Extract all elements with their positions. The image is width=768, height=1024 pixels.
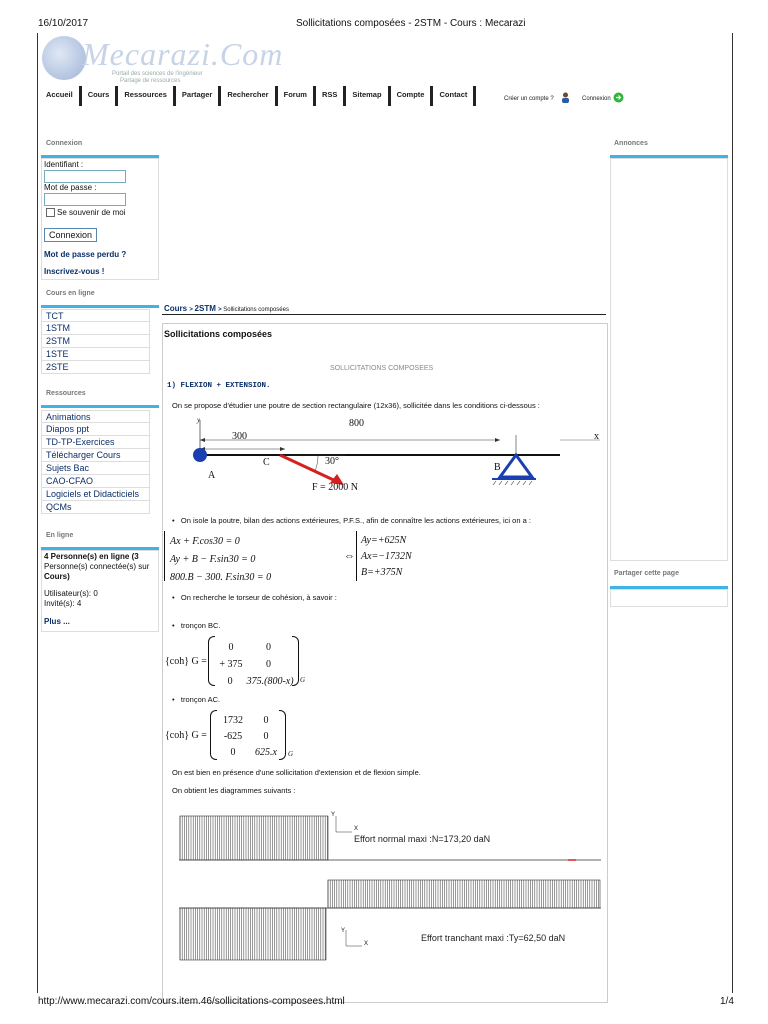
beam-dim-300: 300 (232, 431, 247, 442)
password-input[interactable] (44, 193, 126, 206)
eq-left-1: Ax + F.cos30 = 0 (170, 536, 240, 547)
bullet-1: • On isole la poutre, bilan des actions extérieures, P.F.S., afin de connaître les actions extérieures, ici on a : (172, 516, 531, 525)
diag2-x-label: X (364, 941, 369, 947)
resources-list (41, 410, 150, 514)
bullet-4-text: tronçon AC. (180, 695, 221, 704)
angle-arc (315, 455, 318, 471)
m2-cell: 625.x (255, 747, 277, 758)
online-line2: Personne(s) connectée(s) sur (44, 562, 150, 571)
ads-box (610, 158, 728, 561)
register-link[interactable]: Inscrivez-vous ! (44, 267, 105, 276)
beam-point-b: B (494, 462, 501, 473)
beam-axis-x: x (594, 431, 599, 442)
beam-point-c: C (263, 457, 270, 468)
nav-item-sitemap[interactable]: Sitemap (346, 86, 390, 106)
resource-item[interactable]: QCMs (41, 501, 150, 514)
support-a-pin (193, 448, 207, 462)
login-box-title: Connexion (46, 140, 83, 147)
bullet-3-text: tronçon BC. (180, 621, 221, 630)
logo-tagline (112, 71, 203, 85)
reaction-results (361, 533, 412, 581)
equilibrium-equations (170, 533, 271, 587)
nav-item-ressources[interactable]: Ressources (118, 86, 176, 106)
remember-label: Se souvenir de moi (57, 208, 126, 217)
eq-right-3: B=+375N (361, 567, 403, 578)
ads-title: Annonces (614, 140, 648, 147)
resource-item[interactable]: Diapos ppt (41, 423, 150, 436)
courses-list (41, 309, 150, 374)
section-flexion-extension[interactable]: 1) FLEXION + EXTENSION. (167, 382, 271, 390)
beam-point-a: A (208, 470, 216, 481)
login-icon[interactable] (613, 90, 624, 101)
resource-item[interactable]: TD-TP-Exercices (41, 436, 150, 449)
nav-item-partager[interactable]: Partager (176, 86, 221, 106)
identifiant-label: Identifiant : (44, 160, 84, 169)
nav-item-contact[interactable]: Contact (433, 86, 476, 106)
logo-tagline-1: Portail des sciences de l'ingénieur (112, 71, 203, 77)
article-title: Sollicitations composées (164, 329, 273, 339)
matrix-1-sub-g: G (300, 676, 306, 684)
breadcrumb: Cours > 2STM > Sollicitations composées (164, 304, 289, 313)
normal-force-label: Effort normal maxi :N=173,20 daN (354, 834, 491, 844)
matrix-2-brace-left (210, 710, 217, 760)
bullet-4: • tronçon AC. (172, 695, 221, 704)
online-line1: 4 Personne(s) en ligne ( (44, 552, 135, 561)
nav-item-accueil[interactable]: Accueil (40, 86, 82, 106)
bullet-3: • tronçon BC. (172, 621, 221, 630)
password-label: Mot de passe : (44, 183, 97, 192)
breadcrumb-current: Sollicitations composées (223, 307, 289, 313)
online-more-link[interactable]: Plus ... (44, 617, 70, 626)
breadcrumb-cours[interactable]: Cours (164, 304, 188, 313)
logo-tagline-2: Partage de ressources (120, 78, 181, 84)
m1-cell: 0 (266, 659, 271, 670)
conclusion-text: On est bien en présence d'une sollicitation d'extension et de flexion simple. (172, 768, 421, 777)
matrix-2-sub-g: G (288, 750, 294, 758)
support-b-hatch (493, 481, 532, 485)
eq-right-2: Ax=−1732N (361, 551, 412, 562)
login-button[interactable]: Connexion (44, 228, 97, 242)
matrix-1 (216, 639, 296, 690)
beam-angle: 30° (325, 456, 339, 467)
resource-item[interactable]: Télécharger Cours (41, 449, 150, 462)
login-link[interactable]: Connexion (582, 96, 611, 102)
frame-right (732, 33, 733, 993)
diag1-y-label: Y (331, 812, 336, 818)
share-title: Partager cette page (614, 570, 679, 577)
eq-left-2: Ay + B − F.sin30 = 0 (170, 554, 256, 565)
eq-right-1: Ay=+625N (361, 535, 407, 546)
matrix-1-brace-left (208, 636, 215, 686)
nav-item-rechercher[interactable]: Rechercher (221, 86, 277, 106)
eq-brace-right (356, 531, 360, 581)
courses-title: Cours en ligne (46, 290, 95, 297)
resource-item[interactable]: CAO-CFAO (41, 475, 150, 488)
nav-item-rss[interactable]: RSS (316, 86, 346, 106)
beam-diagram (180, 415, 610, 505)
m2-cell: -625 (223, 731, 243, 742)
m1-cell: 0 (227, 676, 233, 687)
shear-force-label: Effort tranchant maxi :Ty=62,50 daN (421, 933, 566, 943)
online-guests: Invité(s): 4 (44, 599, 82, 608)
online-line3: Cours) (44, 572, 70, 581)
resource-item[interactable]: Sujets Bac (41, 462, 150, 475)
print-date: 16/10/2017 (38, 18, 89, 29)
bullet-1-text: On isole la poutre, bilan des actions extérieures, P.F.S., afin de connaître les actions extérieures, ici on a : (180, 516, 531, 525)
print-title: Sollicitations composées - 2STM - Cours : Mecarazi (296, 18, 526, 29)
m1-cell: 0 (266, 642, 271, 653)
online-title: En ligne (46, 532, 74, 539)
diagrams-intro: On obtient les diagrammes suivants : (172, 786, 296, 795)
course-item-1stm[interactable]: 1STM (41, 322, 150, 335)
support-b-roller (500, 455, 532, 477)
article-heading: SOLLICITATIONS COMPOSEES (330, 365, 434, 372)
m1-cell: + 375 (219, 659, 243, 670)
m2-cell: 0 (263, 715, 269, 726)
eq-arrow: ⇔ (344, 550, 355, 562)
normal-force-hatch (180, 816, 328, 860)
bullet-2-text: On recherche le torseur de cohésion, à savoir : (180, 593, 337, 602)
breadcrumb-2stm[interactable]: 2STM (194, 304, 216, 313)
m1-cell: 375.(800-x) (246, 676, 294, 687)
course-item-2stm[interactable]: 2STM (41, 335, 150, 348)
lost-password-link[interactable]: Mot de passe perdu ? (44, 250, 127, 259)
logo-text[interactable]: Mecarazi.Com (82, 36, 284, 72)
create-account-link[interactable]: Créer un compte ? (504, 96, 554, 102)
main-nav (40, 86, 476, 110)
online-count: 3 (134, 552, 139, 561)
coh-label-ac: {coh} G = (165, 730, 207, 741)
matrix-2 (218, 713, 286, 761)
shear-force-hatch (180, 880, 600, 960)
resource-item[interactable]: Logiciels et Didacticiels (41, 488, 150, 501)
beam-axis-y: y (197, 416, 201, 424)
beam-dim-800: 800 (349, 418, 364, 429)
course-item-2ste[interactable]: 2STE (41, 361, 150, 374)
coh-label-bc: {coh} G = (165, 656, 207, 667)
m2-cell: 0 (263, 731, 269, 742)
intro-text: On se propose d'étudier une poutre de section rectangulaire (12x36), sollicitée dans les conditions ci-dessous : (172, 401, 540, 410)
m2-cell: 1732 (223, 715, 243, 726)
print-page-number: 1/4 (720, 996, 734, 1007)
online-users: Utilisateur(s): 0 (44, 589, 98, 598)
diag1-x-label: X (354, 826, 359, 832)
remember-checkbox[interactable] (46, 208, 55, 217)
m1-cell: 0 (228, 642, 234, 653)
resource-item[interactable]: Animations (41, 410, 150, 423)
nav-item-compte[interactable]: Compte (391, 86, 434, 106)
course-item-1ste[interactable]: 1STE (41, 348, 150, 361)
share-box (610, 589, 728, 607)
courses-bar (41, 305, 159, 308)
logo-globe-icon[interactable] (42, 36, 86, 80)
m2-cell: 0 (230, 747, 236, 758)
eq-brace-left (164, 531, 168, 581)
resources-bar (41, 405, 159, 408)
eq-left-3: 800.B − 300. F.sin30 = 0 (170, 572, 272, 583)
user-icon (561, 90, 570, 101)
frame-left (37, 33, 38, 993)
identifiant-input[interactable] (44, 170, 126, 183)
resources-title: Ressources (46, 390, 86, 397)
bullet-2: • On recherche le torseur de cohésion, à savoir : (172, 593, 337, 602)
print-url: http://www.mecarazi.com/cours.item.46/sollicitations-composees.html (38, 996, 345, 1007)
breadcrumb-rule (162, 314, 606, 315)
diag2-y-label: Y (341, 928, 346, 934)
nav-item-cours[interactable]: Cours (82, 86, 119, 106)
force-label: F = 2000 N (312, 482, 358, 493)
course-item-tct[interactable]: TCT (41, 309, 150, 322)
nav-item-forum[interactable]: Forum (278, 86, 316, 106)
online-status (44, 552, 158, 582)
